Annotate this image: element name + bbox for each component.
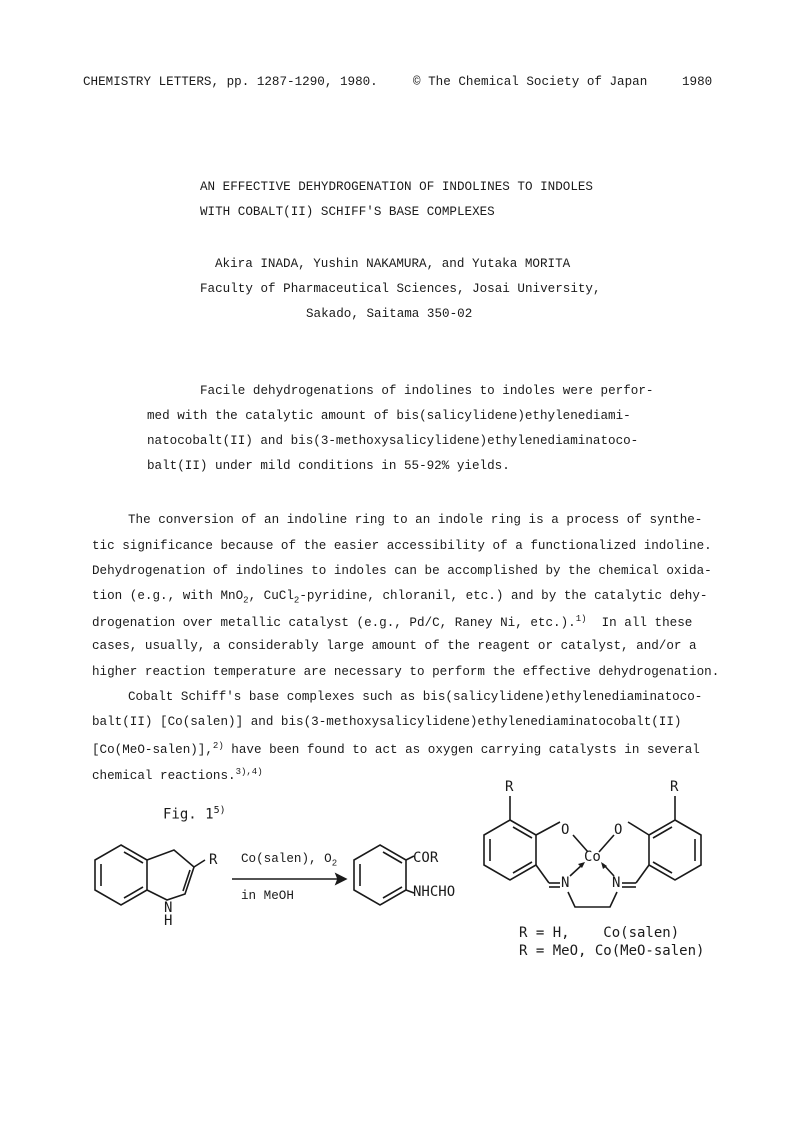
body-p1-line-2: tic significance because of the easier accessibility of a functionalized indoline. [92, 539, 712, 553]
complex-oxygen-right: O [614, 822, 623, 838]
author-address: Sakado, Saitama 350-02 [306, 307, 473, 321]
body-p2-line-2: balt(II) [Co(salen)] and bis(3-methoxysalicylidene)ethylenediaminatocobalt(II) [92, 715, 682, 729]
abstract-line-3: natocobalt(II) and bis(3-methoxysalicylidene)ethylenediaminatoco- [147, 434, 639, 448]
abstract-line-4: balt(II) under mild conditions in 55-92% yields. [147, 459, 510, 473]
complex-legend-line-2: R = MeO, Co(MeO-salen) [519, 943, 705, 959]
subscript: 2 [293, 595, 300, 606]
complex-r-left: R [505, 779, 514, 795]
complex-r-right: R [670, 779, 679, 795]
abstract-line-2: med with the catalytic amount of bis(salicylidene)ethylenediami- [147, 409, 631, 423]
indole-hydrogen: H [164, 913, 173, 929]
reagent-text: Co(salen), O [241, 852, 332, 866]
abstract-line-1: Facile dehydrogenations of indolines to indoles were perfor- [200, 384, 654, 398]
body-p1-line-6: cases, usually, a considerably large amount of the reagent or catalyst, and/or a [92, 639, 697, 653]
text-run: have been found to act as oxygen carrying catalysts in several [223, 743, 700, 758]
complex-legend-line-1: R = H, Co(salen) [519, 925, 680, 941]
product-cor-group: COR [413, 850, 439, 866]
author-names: Akira INADA, Yushin NAKAMURA, and Yutaka MORITA [215, 257, 571, 271]
indole-substituent-r: R [209, 852, 218, 868]
reagent-subscript: 2 [331, 858, 338, 869]
text-run: , CuCl [248, 589, 294, 603]
header-year: 1980 [682, 75, 713, 89]
text-run: chemical reactions. [92, 769, 236, 784]
subscript: 2 [243, 595, 249, 606]
figure-label-text: Fig. 1 [163, 806, 214, 823]
paper-title-line-1: AN EFFECTIVE DEHYDROGENATION OF INDOLINES TO INDOLES [200, 180, 593, 194]
product-structure [354, 845, 414, 905]
reference-superscript: 2) [212, 741, 224, 751]
text-run: -pyridine, chloranil, etc.) and by the catalytic dehy- [299, 589, 708, 603]
copyright-notice: © The Chemical Society of Japan [413, 75, 648, 89]
journal-citation: CHEMISTRY LETTERS, pp. 1287-1290, 1980. [83, 75, 378, 89]
indole-nitrogen: N [164, 900, 173, 916]
author-affiliation: Faculty of Pharmaceutical Sciences, Josai University, [200, 282, 601, 296]
body-p1-line-7: higher reaction temperature are necessary to perform the effective dehydrogenation. [92, 665, 720, 679]
reaction-arrow [232, 874, 346, 884]
reaction-solvent: in MeOH [241, 889, 294, 903]
reference-superscript: 3),4) [235, 767, 263, 777]
complex-oxygen-left: O [561, 822, 570, 838]
paper-title-line-2: WITH COBALT(II) SCHIFF'S BASE COMPLEXES [200, 205, 495, 219]
body-p1-line-3: Dehydrogenation of indolines to indoles can be accomplished by the chemical oxida- [92, 564, 712, 578]
complex-nitrogen-left: N [561, 875, 570, 891]
reaction-reagent [241, 852, 337, 869]
text-run: tion (e.g., with MnO [92, 589, 244, 603]
product-nhcho-group: NHCHO [413, 884, 456, 900]
text-run: In all these [586, 616, 693, 631]
reference-superscript: 1) [575, 614, 587, 624]
figure-label-superscript: 5) [213, 805, 226, 816]
text-run: drogenation over metallic catalyst (e.g., Pd/C, Raney Ni, etc.). [92, 616, 576, 631]
text-run: [Co(MeO-salen)], [92, 743, 213, 758]
body-p1-line-1: The conversion of an indoline ring to an indole ring is a process of synthe- [128, 513, 703, 527]
indoline-structure [95, 845, 205, 905]
body-p2-line-1: Cobalt Schiff's base complexes such as bis(salicylidene)ethylenediaminatoco- [128, 690, 703, 704]
complex-cobalt: Co [584, 849, 601, 865]
complex-nitrogen-right: N [612, 875, 621, 891]
